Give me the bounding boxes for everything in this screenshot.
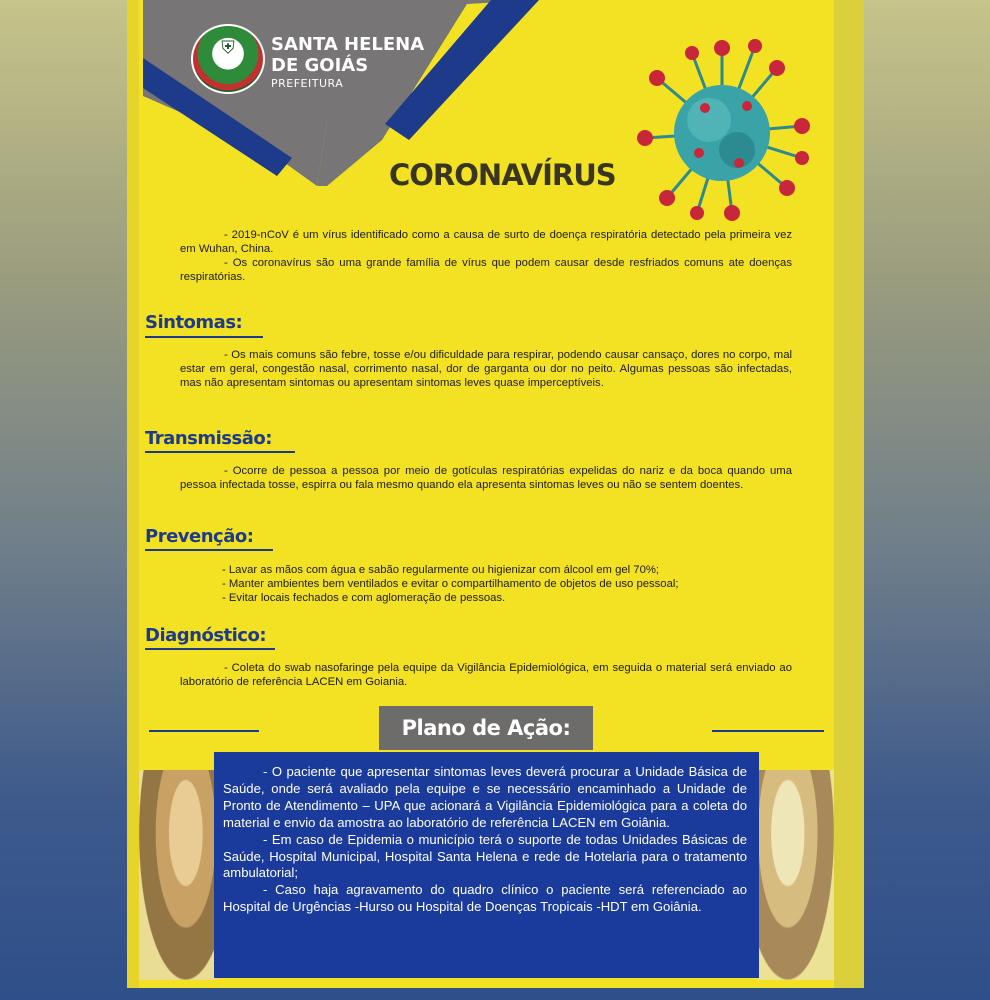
intro-text — [180, 228, 792, 284]
heading-prevencao: Prevenção: — [145, 526, 254, 547]
poster — [127, 0, 864, 988]
person-photo-right — [757, 770, 834, 980]
coronavirus-illustration — [627, 28, 817, 228]
rule-sintomas — [145, 336, 263, 338]
diagnostico-text — [180, 661, 792, 689]
brand-line-1: SANTA HELENA — [271, 34, 425, 55]
person-photo-left — [139, 770, 217, 980]
intro-paragraph-2: - Os coronavírus são uma grande família de vírus que podem causar desde resfriados comuns ate doenças respiratórias. — [180, 257, 792, 283]
brand-block — [271, 34, 424, 91]
rule-diagnostico — [145, 648, 275, 650]
coat-of-arms-logo — [191, 24, 265, 94]
transmissao-text — [180, 464, 792, 492]
sintomas-text — [180, 348, 792, 390]
sintomas-paragraph: - Os mais comuns são febre, tosse e/ou dificuldade para respirar, podendo causar cansaço, dores no corpo, mal estar em geral, congestão nasal, corrimento nasal, dor de garganta ou dor no peito. Algumas pessoas são infectadas, mas não apresentam sintomas ou apresentam sintomas leves quase imperceptíveis. — [180, 349, 792, 389]
brand-line-2: DE GOIÁS — [271, 55, 369, 76]
plan-paragraph-2: - Em caso de Epidemia o município terá o suporte de todas Unidades Básicas de Saúde, Hospital Municipal, Hospital Santa Helena e rede de Hotelaria para o tratamento ambulatorial; — [223, 831, 747, 881]
prevencao-item-1: - Lavar as mãos com água e sabão regularmente ou higienizar com álcool em gel 70%; — [222, 564, 660, 576]
rule-prevencao — [145, 549, 273, 551]
prevencao-item-2: - Manter ambientes bem ventilados e evitar o compartilhamento de objetos de uso pessoal; — [222, 578, 679, 590]
municipal-coat-of-arms-icon: ⛨ — [221, 37, 235, 59]
rule-transmissao — [145, 451, 295, 453]
plan-heading: Plano de Ação: — [379, 706, 593, 750]
intro-paragraph-1: - 2019-nCoV é um vírus identificado como a causa de surto de doença respiratória detectado pela primeira vez em Wuhan, China. — [180, 229, 792, 255]
heading-diagnostico: Diagnóstico: — [145, 625, 267, 646]
plan-text — [223, 764, 747, 916]
brand-line-3: PREFEITURA — [271, 77, 344, 90]
heading-sintomas: Sintomas: — [145, 312, 243, 333]
prevencao-item-3: - Evitar locais fechados e com aglomeração de pessoas. — [222, 592, 506, 604]
plan-right-rule — [712, 730, 824, 732]
transmissao-paragraph: - Ocorre de pessoa a pessoa por meio de gotículas respiratórias expelidas do nariz e da boca quando uma pessoa infectada tosse, espirra ou fala mesmo quando ela apresenta sintomas leves ou não se sentem doentes. — [180, 465, 792, 491]
prevencao-list — [180, 563, 792, 605]
plan-paragraph-3: - Caso haja agravamento do quadro clínico o paciente será referenciado ao Hospital de Urgências -Hurso ou Hospital de Doenças Tropicais -HDT em Goiânia. — [223, 882, 747, 915]
page-title: CORONAVÍRUS — [389, 158, 616, 192]
heading-transmissao: Transmissão: — [145, 428, 272, 449]
plan-paragraph-1: - O paciente que apresentar sintomas leves deverá procurar a Unidade Básica de Saúde, onde será avaliado pela equipe e se necessário encaminhado a Unidade de Pronto de Atendimento – UPA que acionará a Vigilância Epidemiológica para a coleta do material e envio da amostra ao laboratório de referência LACEN em Goiânia. — [223, 764, 747, 830]
plan-left-rule — [149, 730, 259, 732]
diagnostico-paragraph: - Coleta do swab nasofaringe pela equipe da Vigilância Epidemiológica, em seguida o material será enviado ao laboratório de referência LACEN em Goiania. — [180, 662, 792, 688]
